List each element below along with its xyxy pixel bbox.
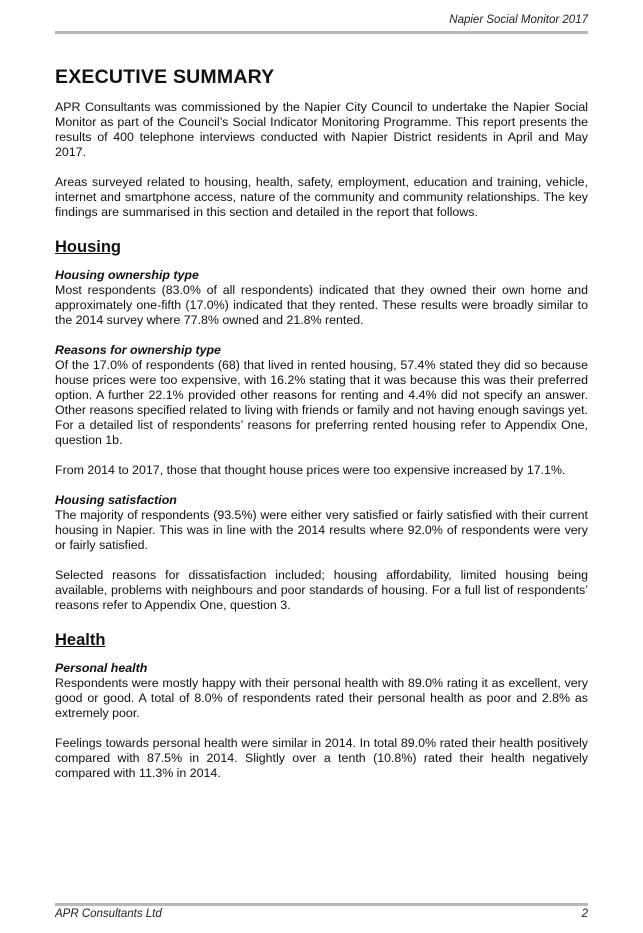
satisfaction-paragraph-2: Selected reasons for dissatisfaction included; housing affordability, limited housing being available, problems with neighbours and poor standards of housing. For a full list of respondents’ reasons refer to Appendix One, question 3.	[55, 568, 588, 612]
footer-company: APR Consultants Ltd	[55, 908, 162, 920]
section-heading-housing: Housing	[55, 238, 121, 256]
housing-ownership-paragraph: Most respondents (83.0% of all respondents) indicated that they owned their own home and approximately one-fifth (17.0%) indicated that they rented. These results were broadly similar to the 2014 survey where 77.8% owned and 21.8% rented.	[55, 283, 588, 327]
page-title: EXECUTIVE SUMMARY	[55, 66, 275, 88]
personal-health-paragraph-2: Feelings towards personal health were similar in 2014. In total 89.0% rated their health positively compared with 87.5% in 2014. Slightly over a tenth (10.8%) rated their health negatively compared with 11.3% in 2014.	[55, 736, 588, 780]
subheading-personal-health: Personal health	[55, 661, 148, 675]
intro-paragraph-1: APR Consultants was commissioned by the Napier City Council to undertake the Napier Social Monitor as part of the Council’s Social Indicator Monitoring Programme. This report presents the results of 400 telephone interviews conducted with Napier District residents in April and May 2017.	[55, 100, 588, 159]
subheading-housing-ownership-type: Housing ownership type	[55, 268, 199, 282]
satisfaction-paragraph-1: The majority of respondents (93.5%) were either very satisfied or fairly satisfied with their current housing in Napier. This was in line with the 2014 results where 92.0% of respondents were very or fairly satisfied.	[55, 508, 588, 552]
section-heading-health: Health	[55, 631, 106, 649]
page-content	[55, 66, 588, 796]
subheading-housing-satisfaction: Housing satisfaction	[55, 493, 177, 507]
intro-paragraph-2: Areas surveyed related to housing, health, safety, employment, education and training, vehicle, internet and smartphone access, nature of the community and community relationships. The key findings are summarised in this section and detailed in the report that follows.	[55, 175, 588, 219]
running-header: Napier Social Monitor 2017	[449, 14, 588, 26]
subheading-reasons-for-ownership: Reasons for ownership type	[55, 343, 221, 357]
reasons-paragraph-1: Of the 17.0% of respondents (68) that lived in rented housing, 57.4% stated they did so because house prices were too expensive, with 16.2% stating that it was because this was their preferred option. A further 22.1% provided other reasons for renting and 4.4% did not specify an answer. Other reasons specified related to living with friends or family and not having enough savings yet. For a detailed list of respondents’ reasons for preferring rented housing refer to Appendix One, question 1b.	[55, 358, 588, 447]
reasons-paragraph-2: From 2014 to 2017, those that thought house prices were too expensive increased by 17.1%.	[55, 463, 566, 477]
footer-rule	[55, 903, 588, 906]
page-number: 2	[581, 908, 588, 920]
header-rule	[55, 31, 588, 34]
personal-health-paragraph-1: Respondents were mostly happy with their personal health with 89.0% rating it as excellent, very good or good. A total of 8.0% of respondents rated their personal health as poor and 2.8% as extremely poor.	[55, 676, 588, 720]
